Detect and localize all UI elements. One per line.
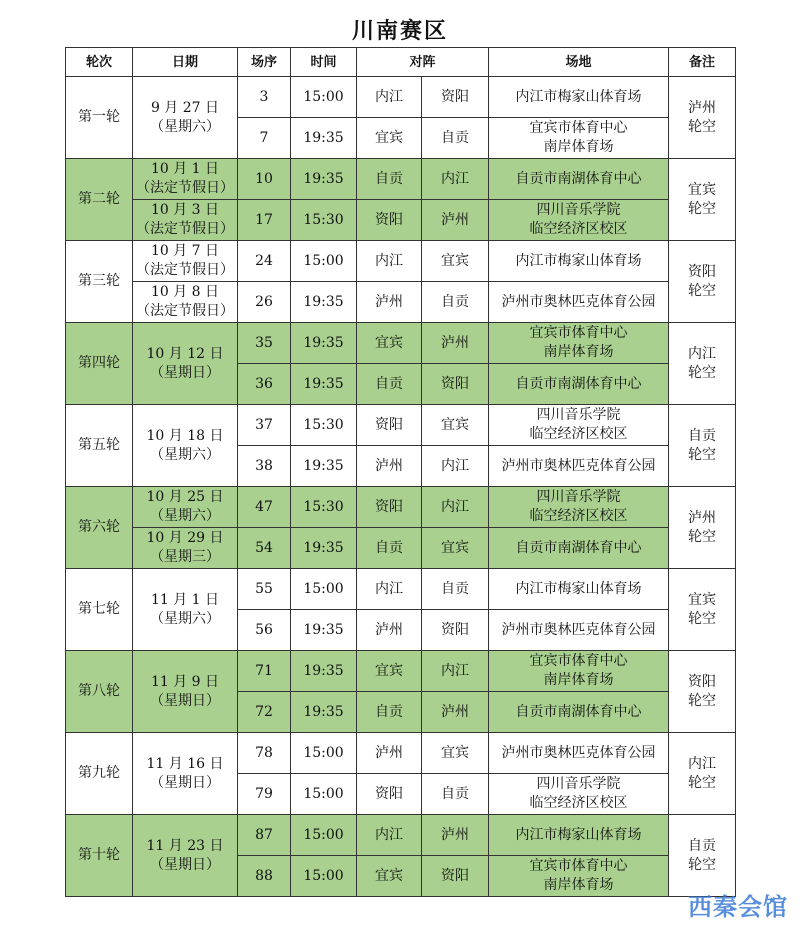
note-cell — [669, 569, 736, 651]
venue-cell — [489, 651, 669, 692]
note-cell-line: 内江 — [688, 345, 717, 362]
note-cell-line: 轮空 — [688, 118, 717, 135]
table-row — [66, 651, 736, 692]
venue-cell — [489, 610, 669, 651]
header-time: 时间 — [291, 48, 357, 77]
home-team-cell: 泸州 — [357, 610, 422, 651]
note-cell — [669, 159, 736, 241]
table-row — [66, 569, 736, 610]
header-venue: 场地 — [489, 48, 669, 77]
table-row — [66, 282, 736, 323]
venue-cell-line: 南岸体育场 — [543, 877, 614, 893]
round-cell: 第九轮 — [66, 733, 133, 815]
away-team-cell: 泸州 — [422, 200, 489, 241]
venue-cell-line: 宜宾市体育中心 — [529, 120, 628, 136]
venue-cell — [489, 733, 669, 774]
note-cell-line: 轮空 — [688, 282, 717, 299]
seq-cell: 88 — [238, 856, 291, 897]
date-cell-line: （星期三） — [150, 549, 220, 565]
venue-cell-line: 内江市梅家山体育场 — [515, 88, 642, 105]
table-row — [66, 77, 736, 118]
date-cell — [133, 200, 238, 241]
venue-cell-line: 南岸体育场 — [543, 139, 614, 155]
note-cell-line: 宜宾 — [688, 181, 717, 198]
away-team-cell: 自贡 — [422, 118, 489, 159]
venue-cell — [489, 692, 669, 733]
venue-cell-line: 内江市梅家山体育场 — [515, 826, 642, 843]
home-team-cell: 资阳 — [357, 487, 422, 528]
venue-cell-line: 四川音乐学院 — [536, 202, 621, 218]
time-cell: 19:35 — [291, 282, 357, 323]
away-team-cell: 宜宾 — [422, 405, 489, 446]
round-cell: 第二轮 — [66, 159, 133, 241]
date-cell-line: （星期日） — [150, 856, 220, 873]
seq-cell: 72 — [238, 692, 291, 733]
date-cell — [133, 159, 238, 200]
away-team-cell: 资阳 — [422, 77, 489, 118]
seq-cell: 38 — [238, 446, 291, 487]
table-row — [66, 487, 736, 528]
venue-cell-line: 临空经济区校区 — [529, 508, 628, 524]
seq-cell: 78 — [238, 733, 291, 774]
time-cell: 19:35 — [291, 610, 357, 651]
date-cell-line: 9 月 27 日 — [150, 99, 220, 116]
round-cell: 第四轮 — [66, 323, 133, 405]
venue-cell — [489, 77, 669, 118]
venue-cell-line: 宜宾市体育中心 — [529, 325, 628, 341]
venue-cell-line: 宜宾市体育中心 — [529, 653, 628, 669]
venue-cell — [489, 815, 669, 856]
away-team-cell: 自贡 — [422, 774, 489, 815]
date-cell-line: 10 月 29 日 — [146, 530, 224, 546]
away-team-cell: 内江 — [422, 159, 489, 200]
time-cell: 19:35 — [291, 364, 357, 405]
round-cell: 第七轮 — [66, 569, 133, 651]
away-team-cell: 内江 — [422, 651, 489, 692]
venue-cell-line: 内江市梅家山体育场 — [515, 580, 642, 597]
date-cell-line: 10 月 12 日 — [146, 345, 224, 362]
header-note: 备注 — [669, 48, 736, 77]
date-cell — [133, 815, 238, 897]
date-cell-line: 10 月 18 日 — [146, 427, 224, 444]
seq-cell: 87 — [238, 815, 291, 856]
venue-cell — [489, 487, 669, 528]
home-team-cell: 内江 — [357, 77, 422, 118]
time-cell: 19:35 — [291, 651, 357, 692]
seq-cell: 3 — [238, 77, 291, 118]
time-cell: 15:00 — [291, 569, 357, 610]
seq-cell: 37 — [238, 405, 291, 446]
round-cell: 第十轮 — [66, 815, 133, 897]
date-cell-line: 11 月 16 日 — [146, 755, 224, 772]
seq-cell: 17 — [238, 200, 291, 241]
away-team-cell: 宜宾 — [422, 733, 489, 774]
table-row — [66, 200, 736, 241]
date-cell — [133, 405, 238, 487]
note-cell — [669, 815, 736, 897]
table-row — [66, 241, 736, 282]
note-cell-line: 内江 — [688, 755, 717, 772]
venue-cell — [489, 569, 669, 610]
time-cell: 19:35 — [291, 323, 357, 364]
date-cell-line: 10 月 25 日 — [146, 489, 224, 505]
time-cell: 19:35 — [291, 528, 357, 569]
venue-cell-line: 南岸体育场 — [543, 672, 614, 688]
seq-cell: 26 — [238, 282, 291, 323]
round-cell: 第三轮 — [66, 241, 133, 323]
note-cell — [669, 487, 736, 569]
date-cell-line: （星期六） — [150, 446, 220, 463]
note-cell-line: 自贡 — [688, 427, 717, 444]
venue-cell — [489, 241, 669, 282]
away-team-cell: 内江 — [422, 446, 489, 487]
venue-cell — [489, 405, 669, 446]
note-cell — [669, 405, 736, 487]
time-cell: 15:30 — [291, 405, 357, 446]
time-cell: 15:00 — [291, 77, 357, 118]
venue-cell-line: 临空经济区校区 — [529, 426, 628, 442]
note-cell-line: 轮空 — [688, 528, 717, 545]
venue-cell-line: 泸州市奥林匹克体育公园 — [501, 744, 656, 761]
table-row — [66, 405, 736, 446]
note-cell-line: 泸州 — [688, 509, 717, 526]
seq-cell: 56 — [238, 610, 291, 651]
seq-cell: 36 — [238, 364, 291, 405]
seq-cell: 24 — [238, 241, 291, 282]
away-team-cell: 宜宾 — [422, 241, 489, 282]
page-title: 川南赛区 — [351, 19, 448, 44]
date-cell-line: （星期六） — [150, 118, 220, 135]
time-cell: 15:30 — [291, 487, 357, 528]
seq-cell: 55 — [238, 569, 291, 610]
date-cell-line: （星期日） — [150, 692, 220, 709]
venue-cell — [489, 774, 669, 815]
time-cell: 19:35 — [291, 692, 357, 733]
venue-cell — [489, 159, 669, 200]
table-row — [66, 159, 736, 200]
table-header-row — [66, 48, 736, 77]
date-cell-line: （星期六） — [150, 610, 220, 627]
round-cell: 第八轮 — [66, 651, 133, 733]
home-team-cell: 自贡 — [357, 528, 422, 569]
seq-cell: 54 — [238, 528, 291, 569]
time-cell: 19:35 — [291, 446, 357, 487]
date-cell-line: 10 月 1 日 — [150, 161, 220, 177]
note-cell — [669, 733, 736, 815]
venue-cell — [489, 118, 669, 159]
seq-cell: 35 — [238, 323, 291, 364]
schedule-table — [65, 47, 736, 897]
home-team-cell: 内江 — [357, 241, 422, 282]
venue-cell — [489, 323, 669, 364]
time-cell: 15:00 — [291, 856, 357, 897]
venue-cell-line: 临空经济区校区 — [529, 221, 628, 237]
venue-cell-line: 自贡市南湖体育中心 — [515, 170, 642, 187]
seq-cell: 79 — [238, 774, 291, 815]
home-team-cell: 资阳 — [357, 774, 422, 815]
away-team-cell: 自贡 — [422, 569, 489, 610]
date-cell — [133, 487, 238, 528]
note-cell — [669, 241, 736, 323]
home-team-cell: 自贡 — [357, 159, 422, 200]
venue-cell-line: 内江市梅家山体育场 — [515, 252, 642, 269]
date-cell-line: （星期日） — [150, 774, 220, 791]
venue-cell-line: 临空经济区校区 — [529, 795, 628, 811]
date-cell-line: 10 月 7 日 — [150, 243, 220, 259]
note-cell-line: 轮空 — [688, 692, 717, 709]
date-cell — [133, 77, 238, 159]
header-match: 对阵 — [357, 48, 489, 77]
home-team-cell: 宜宾 — [357, 856, 422, 897]
venue-cell-line: 宜宾市体育中心 — [529, 858, 628, 874]
round-cell: 第六轮 — [66, 487, 133, 569]
date-cell-line: 11 月 9 日 — [150, 673, 220, 690]
date-cell-line: （星期日） — [150, 364, 220, 381]
time-cell: 15:30 — [291, 200, 357, 241]
time-cell: 19:35 — [291, 118, 357, 159]
home-team-cell: 泸州 — [357, 733, 422, 774]
note-cell-line: 自贡 — [688, 837, 717, 854]
date-cell — [133, 323, 238, 405]
date-cell-line: 10 月 3 日 — [150, 202, 220, 218]
away-team-cell: 自贡 — [422, 282, 489, 323]
note-cell — [669, 651, 736, 733]
date-cell — [133, 569, 238, 651]
date-cell-line: （法定节假日） — [136, 221, 234, 237]
schedule-body — [66, 77, 736, 897]
venue-cell-line: 四川音乐学院 — [536, 489, 621, 505]
date-cell — [133, 528, 238, 569]
note-cell-line: 轮空 — [688, 610, 717, 627]
venue-cell — [489, 364, 669, 405]
away-team-cell: 内江 — [422, 487, 489, 528]
home-team-cell: 泸州 — [357, 446, 422, 487]
away-team-cell: 泸州 — [422, 692, 489, 733]
date-cell — [133, 241, 238, 282]
venue-cell — [489, 282, 669, 323]
venue-cell-line: 南岸体育场 — [543, 344, 614, 360]
home-team-cell: 自贡 — [357, 364, 422, 405]
note-cell — [669, 323, 736, 405]
note-cell-line: 轮空 — [688, 446, 717, 463]
home-team-cell: 宜宾 — [357, 323, 422, 364]
venue-cell-line: 泸州市奥林匹克体育公园 — [501, 457, 656, 474]
seq-cell: 71 — [238, 651, 291, 692]
note-cell-line: 轮空 — [688, 774, 717, 791]
round-cell: 第一轮 — [66, 77, 133, 159]
note-cell-line: 轮空 — [688, 856, 717, 873]
away-team-cell: 资阳 — [422, 364, 489, 405]
header-seq: 场序 — [238, 48, 291, 77]
round-cell: 第五轮 — [66, 405, 133, 487]
away-team-cell: 资阳 — [422, 856, 489, 897]
venue-cell-line: 泸州市奥林匹克体育公园 — [501, 621, 656, 638]
home-team-cell: 资阳 — [357, 405, 422, 446]
date-cell-line: 11 月 23 日 — [146, 837, 224, 854]
away-team-cell: 宜宾 — [422, 528, 489, 569]
home-team-cell: 宜宾 — [357, 651, 422, 692]
note-cell-line: 泸州 — [688, 99, 717, 116]
home-team-cell: 泸州 — [357, 282, 422, 323]
header-date: 日期 — [133, 48, 238, 77]
venue-cell-line: 泸州市奥林匹克体育公园 — [501, 293, 656, 310]
date-cell — [133, 733, 238, 815]
table-row — [66, 323, 736, 364]
away-team-cell: 资阳 — [422, 610, 489, 651]
date-cell — [133, 651, 238, 733]
time-cell: 15:00 — [291, 815, 357, 856]
date-cell-line: （星期六） — [150, 508, 220, 524]
table-row — [66, 815, 736, 856]
away-team-cell: 泸州 — [422, 323, 489, 364]
venue-cell-line: 四川音乐学院 — [536, 776, 621, 792]
time-cell: 15:00 — [291, 774, 357, 815]
table-row — [66, 733, 736, 774]
venue-cell — [489, 200, 669, 241]
seq-cell: 7 — [238, 118, 291, 159]
header-round: 轮次 — [66, 48, 133, 77]
time-cell: 19:35 — [291, 159, 357, 200]
date-cell-line: 10 月 8 日 — [150, 284, 220, 300]
venue-cell-line: 四川音乐学院 — [536, 407, 621, 423]
away-team-cell: 泸州 — [422, 815, 489, 856]
date-cell — [133, 282, 238, 323]
note-cell-line: 资阳 — [688, 263, 717, 280]
venue-cell — [489, 446, 669, 487]
note-cell-line: 资阳 — [688, 673, 717, 690]
home-team-cell: 自贡 — [357, 692, 422, 733]
venue-cell-line: 自贡市南湖体育中心 — [515, 539, 642, 556]
date-cell-line: （法定节假日） — [136, 262, 234, 278]
seq-cell: 10 — [238, 159, 291, 200]
time-cell: 15:00 — [291, 733, 357, 774]
seq-cell: 47 — [238, 487, 291, 528]
venue-cell — [489, 528, 669, 569]
venue-cell — [489, 856, 669, 897]
note-cell-line: 轮空 — [688, 364, 717, 381]
venue-cell-line: 自贡市南湖体育中心 — [515, 375, 642, 392]
note-cell-line: 轮空 — [688, 200, 717, 217]
home-team-cell: 资阳 — [357, 200, 422, 241]
home-team-cell: 宜宾 — [357, 118, 422, 159]
note-cell — [669, 77, 736, 159]
date-cell-line: （法定节假日） — [136, 303, 234, 319]
note-cell-line: 宜宾 — [688, 591, 717, 608]
watermark-logo: 西秦会馆 — [688, 893, 788, 921]
venue-cell-line: 自贡市南湖体育中心 — [515, 703, 642, 720]
home-team-cell: 内江 — [357, 815, 422, 856]
time-cell: 15:00 — [291, 241, 357, 282]
date-cell-line: 11 月 1 日 — [150, 591, 220, 608]
date-cell-line: （法定节假日） — [136, 180, 234, 196]
home-team-cell: 内江 — [357, 569, 422, 610]
table-row — [66, 528, 736, 569]
